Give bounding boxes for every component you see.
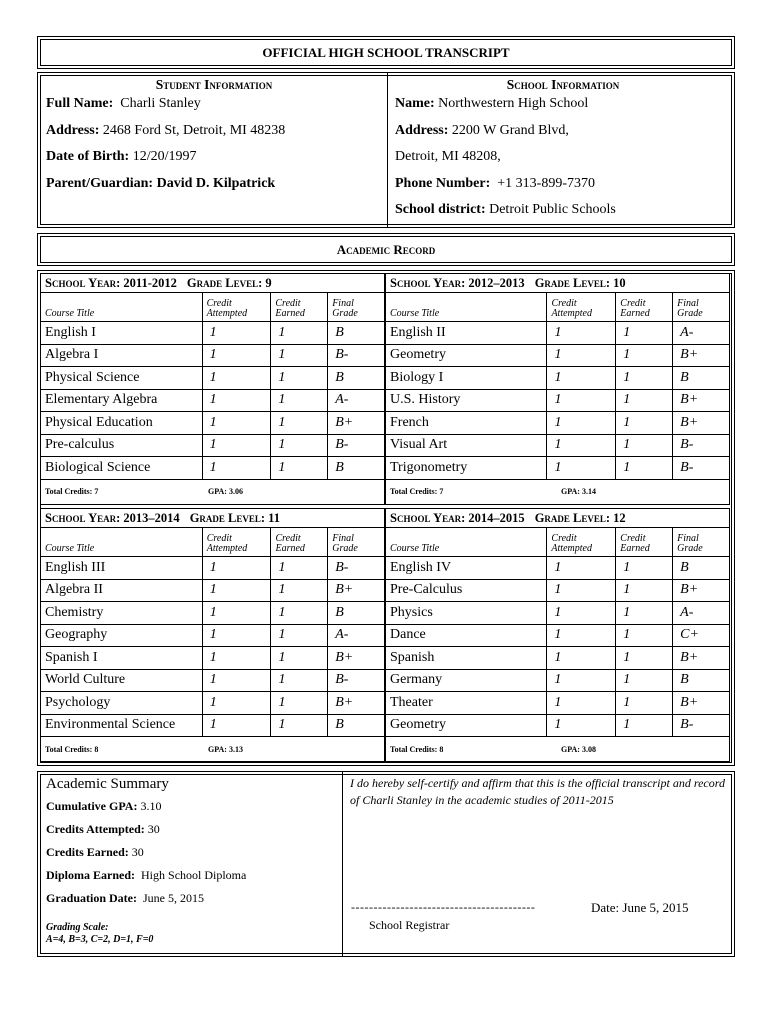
final-grade: B- — [673, 434, 730, 457]
course-title: English IV — [386, 557, 547, 580]
final-grade: B+ — [673, 389, 730, 412]
signature-line: ----------------------------------------- — [351, 900, 536, 914]
course-row — [41, 434, 385, 457]
school-year-header — [386, 509, 730, 528]
course-row — [386, 322, 730, 345]
grading-scale-value: A=4, B=3, C=2, D=1, F=0 — [46, 934, 154, 945]
course-row — [41, 457, 385, 480]
course-title: Visual Art — [386, 434, 547, 457]
credit-attempted: 1 — [202, 389, 271, 412]
school-year-table — [40, 273, 385, 505]
final-grade: B — [328, 457, 385, 480]
credit-earned: 1 — [271, 434, 328, 457]
credits-attempted-label: Credits Attempted: — [46, 822, 145, 836]
summary-panel — [37, 771, 735, 957]
school-year-table — [40, 508, 385, 762]
credit-attempted: 1 — [202, 367, 271, 390]
school-name-value: Northwestern High School — [438, 96, 589, 111]
credit-earned-header-line: Earned — [275, 308, 305, 319]
credit-attempted: 1 — [547, 412, 616, 435]
final-grade-header-line: Final — [332, 298, 354, 309]
course-title: Geometry — [386, 714, 547, 737]
final-grade-header-line: Grade — [677, 543, 703, 554]
credit-earned: 1 — [271, 579, 328, 602]
final-grade: B- — [673, 714, 730, 737]
course-row — [386, 367, 730, 390]
diploma-value: High School Diploma — [141, 868, 247, 882]
course-title: Biology I — [386, 367, 547, 390]
credit-earned-header — [616, 293, 673, 322]
credit-earned: 1 — [271, 647, 328, 670]
credit-attempted: 1 — [547, 434, 616, 457]
credit-attempted-header-line: Credit — [206, 533, 232, 544]
course-row — [41, 557, 385, 580]
final-grade: B — [328, 602, 385, 625]
course-row — [41, 322, 385, 345]
final-grade: B- — [328, 557, 385, 580]
credit-earned: 1 — [616, 322, 673, 345]
credit-attempted: 1 — [202, 322, 271, 345]
full-name-label: Full Name: — [46, 96, 114, 111]
course-title: Spanish — [386, 647, 547, 670]
credit-attempted: 1 — [547, 367, 616, 390]
phone-label: Phone Number: — [395, 175, 491, 191]
school-year-label: School Year: 2013–2014 — [45, 510, 180, 525]
credit-earned: 1 — [616, 367, 673, 390]
course-title: French — [386, 412, 547, 435]
credit-earned-header-line: Earned — [275, 543, 305, 554]
final-grade: B — [673, 367, 730, 390]
credit-earned: 1 — [271, 692, 328, 715]
final-grade: A- — [673, 602, 730, 625]
dob-label: Date of Birth: — [46, 149, 130, 164]
grade-level-label: Grade Level: 11 — [189, 510, 280, 525]
final-grade: A- — [328, 624, 385, 647]
course-title: U.S. History — [386, 389, 547, 412]
credit-attempted-header — [202, 293, 271, 322]
final-grade: B+ — [673, 344, 730, 367]
guardian-label: Parent/Guardian: — [46, 175, 154, 191]
credit-attempted: 1 — [547, 669, 616, 692]
course-row — [386, 624, 730, 647]
school-info — [395, 77, 731, 227]
credit-earned: 1 — [616, 557, 673, 580]
course-row — [386, 457, 730, 480]
credit-attempted-header-line: Attempted — [206, 308, 248, 319]
school-year-table — [385, 273, 730, 505]
course-title: Physical Education — [41, 412, 203, 435]
final-grade-header — [673, 528, 730, 557]
credit-attempted: 1 — [202, 344, 271, 367]
final-grade: B+ — [673, 647, 730, 670]
certification-statement: I do hereby self-certify and affirm that this is the official transcript and record of Charli Stanley in the academic studies of 2011-2015 — [350, 776, 725, 807]
school-address-label: Address: — [395, 122, 449, 138]
credit-earned-header — [616, 528, 673, 557]
course-row — [386, 579, 730, 602]
credit-attempted: 1 — [202, 602, 271, 625]
school-year-header — [386, 274, 730, 293]
credit-earned: 1 — [271, 624, 328, 647]
credit-attempted: 1 — [202, 714, 271, 737]
credit-attempted: 1 — [547, 322, 616, 345]
course-title: English III — [41, 557, 203, 580]
course-title: Physical Science — [41, 367, 203, 390]
course-title: Elementary Algebra — [41, 389, 203, 412]
course-row — [41, 412, 385, 435]
school-year-label: School Year: 2012–2013 — [390, 275, 525, 290]
grade-level-label: Grade Level: 12 — [534, 510, 626, 525]
course-row — [386, 692, 730, 715]
credit-attempted: 1 — [547, 344, 616, 367]
credit-attempted: 1 — [547, 579, 616, 602]
course-row — [41, 367, 385, 390]
year-gpa: GPA: 3.08 — [561, 744, 596, 754]
grade-level-label: Grade Level: 10 — [534, 275, 626, 290]
credit-attempted-header-line: Attempted — [551, 308, 592, 319]
school-year-header — [41, 274, 385, 293]
final-grade: B — [673, 557, 730, 580]
grad-date-label: Graduation Date: — [46, 891, 137, 905]
final-grade: B+ — [673, 692, 730, 715]
credit-earned-header — [271, 528, 328, 557]
credit-earned: 1 — [616, 434, 673, 457]
final-grade: C+ — [673, 624, 730, 647]
credit-attempted: 1 — [547, 557, 616, 580]
school-year-header — [41, 509, 385, 528]
final-grade: B — [328, 367, 385, 390]
year-gpa: GPA: 3.06 — [208, 487, 243, 496]
course-title: Pre-Calculus — [386, 579, 547, 602]
credit-attempted: 1 — [202, 457, 271, 480]
credit-attempted: 1 — [202, 557, 271, 580]
district-label: School district: — [395, 202, 486, 217]
title-text: OFFICIAL HIGH SCHOOL TRANSCRIPT — [262, 44, 510, 60]
credit-earned: 1 — [616, 714, 673, 737]
course-row — [386, 434, 730, 457]
final-grade-header-line: Grade — [332, 543, 358, 554]
credit-earned: 1 — [271, 669, 328, 692]
phone-value: +1 313-899-7370 — [497, 175, 596, 191]
course-title: Psychology — [41, 692, 203, 715]
final-grade: A- — [328, 389, 385, 412]
final-grade-header — [328, 293, 385, 322]
information-panel — [37, 72, 735, 228]
credit-earned: 1 — [616, 624, 673, 647]
course-row — [386, 669, 730, 692]
school-address-line2: Detroit, MI 48208, — [395, 149, 501, 164]
final-grade: B+ — [673, 579, 730, 602]
credit-attempted: 1 — [202, 434, 271, 457]
credit-attempted-header-line: Attempted — [206, 543, 248, 554]
course-row — [41, 624, 385, 647]
credits-earned-value: 30 — [131, 845, 144, 859]
course-title: Pre-calculus — [41, 434, 203, 457]
total-credits: Total Credits: 8 — [45, 744, 99, 754]
final-grade-header — [328, 528, 385, 557]
summary-heading: Academic Summary — [46, 776, 169, 792]
year-totals — [386, 737, 730, 762]
credit-earned: 1 — [616, 457, 673, 480]
final-grade-header-line: Grade — [677, 308, 703, 319]
course-row — [41, 344, 385, 367]
final-grade: B — [328, 714, 385, 737]
course-title: English II — [386, 322, 547, 345]
course-row — [386, 602, 730, 625]
school-year-table — [385, 508, 730, 762]
course-title: Geography — [41, 624, 203, 647]
course-title: Trigonometry — [386, 457, 547, 480]
course-row — [41, 602, 385, 625]
year-totals — [41, 479, 385, 504]
course-row — [386, 344, 730, 367]
academic-record-title: Academic Record — [336, 241, 436, 257]
school-name-label: Name: — [395, 96, 435, 111]
grad-date-value: June 5, 2015 — [143, 891, 204, 905]
course-title: Biological Science — [41, 457, 203, 480]
credit-attempted-header — [202, 528, 271, 557]
credit-earned-header-line: Credit — [275, 298, 301, 309]
year-gpa: GPA: 3.14 — [561, 487, 596, 496]
course-title: World Culture — [41, 669, 203, 692]
course-title: Environmental Science — [41, 714, 203, 737]
course-title-header: Course Title — [41, 528, 203, 557]
student-info-heading: Student Information — [155, 77, 273, 92]
final-grade-header-line: Final — [677, 298, 699, 309]
registrar-label: School Registrar — [369, 918, 450, 932]
final-grade: B — [328, 322, 385, 345]
credit-earned-header-line: Earned — [620, 308, 650, 319]
final-grade: B- — [328, 434, 385, 457]
school-info-heading: School Information — [506, 77, 620, 92]
course-row — [41, 714, 385, 737]
academic-record-grid — [37, 270, 735, 766]
cum-gpa-label: Cumulative GPA: — [46, 799, 138, 813]
final-grade-header — [673, 293, 730, 322]
credit-attempted: 1 — [547, 714, 616, 737]
total-credits: Total Credits: 7 — [390, 487, 444, 496]
credit-attempted-header-line: Credit — [206, 298, 232, 309]
credits-attempted-value: 30 — [147, 822, 160, 836]
dob-value: 12/20/1997 — [132, 149, 197, 164]
credit-attempted-header — [547, 293, 616, 322]
course-row — [41, 669, 385, 692]
grading-scale — [46, 922, 246, 946]
credit-attempted-header-line: Credit — [551, 298, 577, 309]
credit-attempted: 1 — [202, 412, 271, 435]
credit-earned: 1 — [616, 579, 673, 602]
district-value: Detroit Public Schools — [489, 202, 616, 217]
year-totals — [41, 737, 385, 762]
credit-attempted: 1 — [547, 457, 616, 480]
school-year-label: School Year: 2011-2012 — [45, 275, 177, 290]
final-grade: B+ — [328, 579, 385, 602]
credit-attempted: 1 — [202, 692, 271, 715]
credit-earned: 1 — [616, 389, 673, 412]
course-row — [386, 714, 730, 737]
course-title: Physics — [386, 602, 547, 625]
credit-earned: 1 — [271, 457, 328, 480]
course-title-header: Course Title — [386, 528, 547, 557]
credit-earned: 1 — [271, 557, 328, 580]
credit-earned: 1 — [616, 692, 673, 715]
credit-earned: 1 — [616, 602, 673, 625]
course-row — [386, 557, 730, 580]
course-row — [386, 647, 730, 670]
course-title-header: Course Title — [41, 293, 203, 322]
school-address-line1: 2200 W Grand Blvd, — [451, 122, 569, 138]
student-address-value: 2468 Ford St, Detroit, MI 48238 — [102, 122, 286, 138]
course-row — [41, 692, 385, 715]
credit-earned: 1 — [271, 602, 328, 625]
course-row — [386, 412, 730, 435]
credit-attempted: 1 — [202, 624, 271, 647]
guardian-value: David D. Kilpatrick — [156, 175, 276, 191]
credit-attempted: 1 — [202, 579, 271, 602]
cum-gpa-value: 3.10 — [140, 799, 162, 813]
academic-summary — [46, 776, 246, 946]
credit-earned: 1 — [271, 389, 328, 412]
course-title: Algebra I — [41, 344, 203, 367]
credit-earned: 1 — [616, 647, 673, 670]
credit-attempted: 1 — [202, 669, 271, 692]
course-title: English I — [41, 322, 203, 345]
credit-earned-header-line: Credit — [620, 533, 646, 544]
course-row — [41, 579, 385, 602]
final-grade: B- — [328, 344, 385, 367]
certification-date: Date: June 5, 2015 — [591, 900, 689, 915]
final-grade-header-line: Final — [677, 533, 699, 544]
final-grade: B+ — [328, 412, 385, 435]
year-gpa: GPA: 3.13 — [208, 744, 243, 754]
grade-level-label: Grade Level: 9 — [186, 275, 272, 290]
final-grade-header-line: Grade — [332, 308, 358, 319]
course-title: Germany — [386, 669, 547, 692]
course-row — [386, 389, 730, 412]
school-year-label: School Year: 2014–2015 — [390, 510, 525, 525]
credit-earned: 1 — [271, 714, 328, 737]
course-title: Spanish I — [41, 647, 203, 670]
credits-earned-label: Credits Earned: — [46, 845, 129, 859]
student-address-label: Address: — [46, 122, 100, 138]
total-credits: Total Credits: 8 — [390, 744, 444, 754]
year-totals — [386, 479, 730, 504]
diploma-label: Diploma Earned: — [46, 868, 136, 882]
course-title-header: Course Title — [386, 293, 547, 322]
credit-attempted-header-line: Credit — [551, 533, 577, 544]
credit-earned-header-line: Credit — [275, 533, 301, 544]
course-title: Dance — [386, 624, 547, 647]
academic-record-heading — [37, 233, 735, 266]
total-credits: Total Credits: 7 — [45, 487, 99, 496]
credit-attempted: 1 — [202, 647, 271, 670]
credit-earned: 1 — [271, 344, 328, 367]
student-info — [46, 77, 382, 200]
credit-earned-header-line: Credit — [620, 298, 646, 309]
credit-attempted: 1 — [547, 602, 616, 625]
course-title: Chemistry — [41, 602, 203, 625]
credit-attempted: 1 — [547, 647, 616, 670]
course-title: Geometry — [386, 344, 547, 367]
final-grade: B- — [673, 457, 730, 480]
credit-earned: 1 — [271, 367, 328, 390]
full-name-value: Charli Stanley — [120, 96, 201, 111]
grading-scale-label: Grading Scale: — [46, 922, 109, 933]
final-grade: B+ — [328, 692, 385, 715]
credit-earned: 1 — [271, 412, 328, 435]
final-grade: B+ — [673, 412, 730, 435]
course-row — [41, 389, 385, 412]
course-row — [41, 647, 385, 670]
credit-earned: 1 — [616, 669, 673, 692]
course-title: Algebra II — [41, 579, 203, 602]
credit-attempted: 1 — [547, 389, 616, 412]
credit-attempted-header — [547, 528, 616, 557]
credit-attempted-header-line: Attempted — [551, 543, 592, 554]
final-grade: B- — [328, 669, 385, 692]
credit-earned-header-line: Earned — [620, 543, 650, 554]
final-grade: B+ — [328, 647, 385, 670]
credit-attempted: 1 — [547, 692, 616, 715]
credit-earned: 1 — [616, 412, 673, 435]
credit-earned-header — [271, 293, 328, 322]
credit-earned: 1 — [271, 322, 328, 345]
transcript-title — [37, 36, 735, 69]
final-grade-header-line: Final — [332, 533, 354, 544]
credit-earned: 1 — [616, 344, 673, 367]
credit-attempted: 1 — [547, 624, 616, 647]
final-grade: A- — [673, 322, 730, 345]
final-grade: B — [673, 669, 730, 692]
course-title: Theater — [386, 692, 547, 715]
